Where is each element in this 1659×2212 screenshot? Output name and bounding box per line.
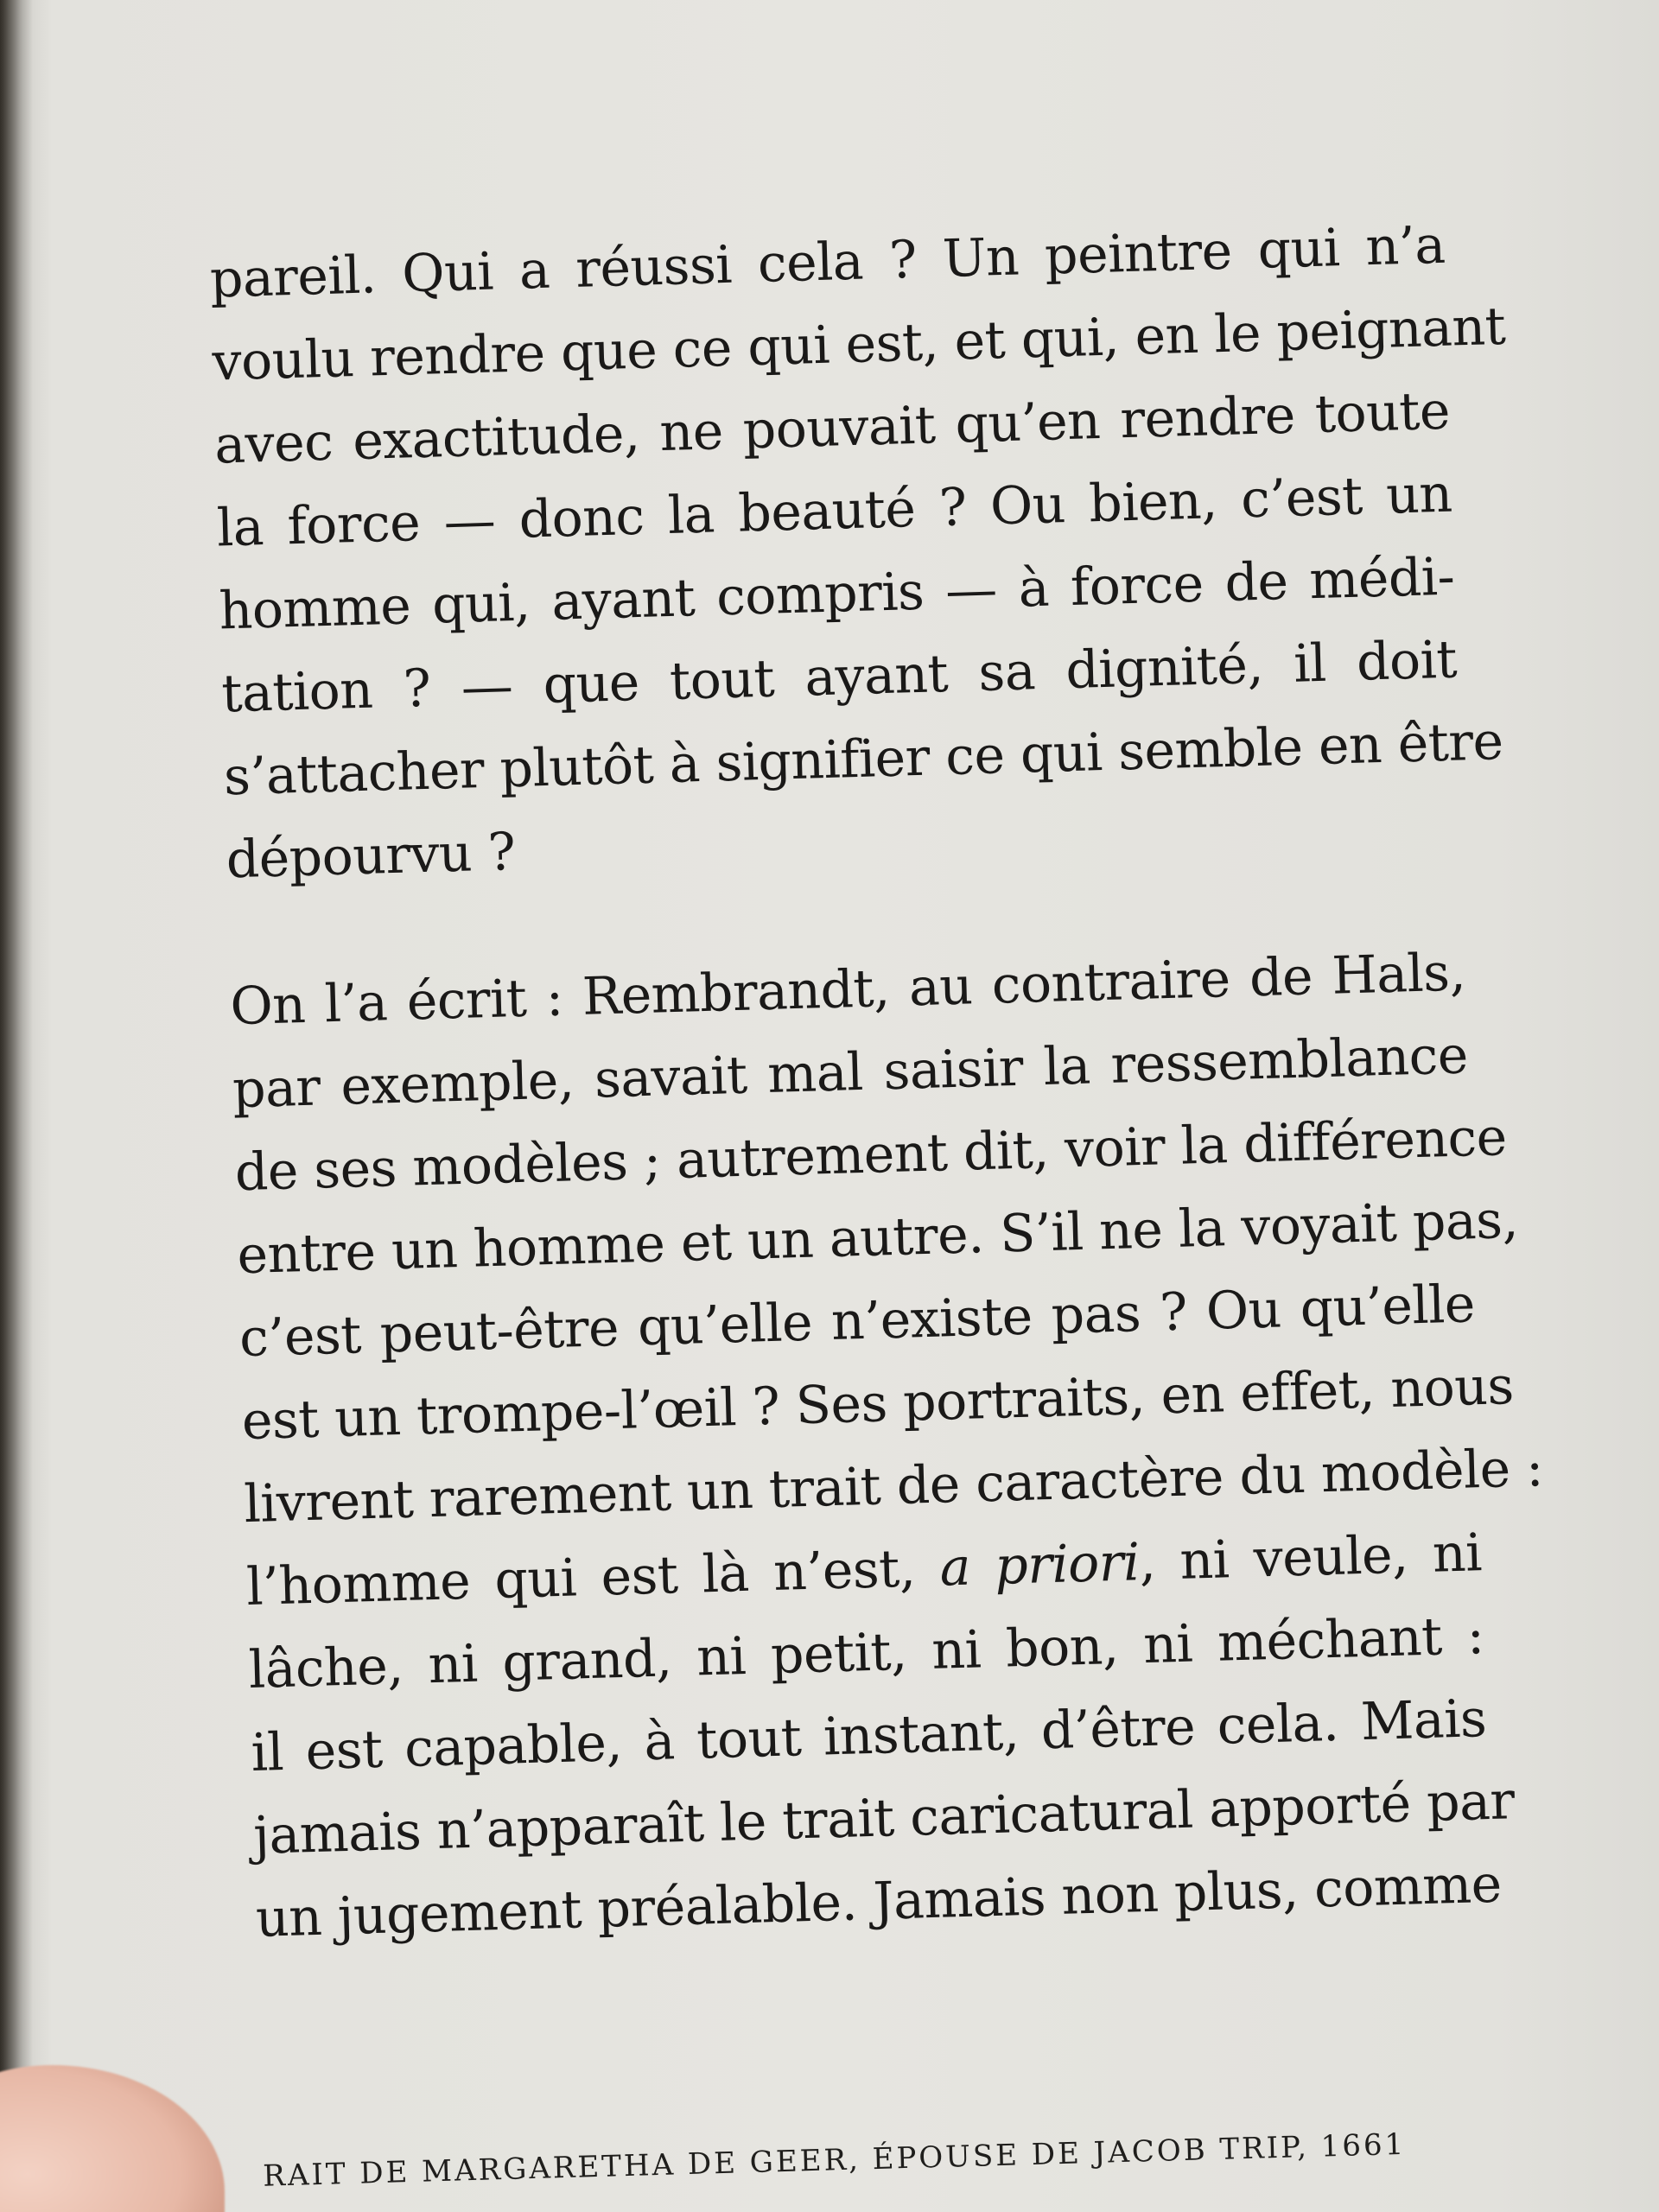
paragraph-line: c’est peut-être qu’elle n’existe pas ? Ou qu’elle [238, 1274, 1476, 1370]
paragraph-line: tation ? — que tout ayant sa dignité, il doit [220, 629, 1458, 725]
line-text-after: , ni veule, ni [1138, 1522, 1483, 1593]
line-text-before: l’homme qui est là n’est, [245, 1537, 941, 1618]
paragraph-line: un jugement préalable. Jamais non plus, comme [255, 1853, 1503, 1949]
paragraph-line: par exemple, savait mal saisir la ressemblance [232, 1025, 1469, 1121]
paragraph-line: On l’a écrit : Rembrandt, au contraire de Hals, [229, 942, 1466, 1038]
paragraph-line: il est capable, à tout instant, d’être cela. Mais [250, 1688, 1488, 1783]
paragraph-line: jamais n’apparaît le trait caricatural apporté par [252, 1770, 1516, 1866]
paragraph-line: s’attacher plutôt à signifier ce qui semble en être [223, 711, 1504, 808]
paragraph-line: entre un homme et un autre. S’il ne la voyait pas, [236, 1189, 1519, 1287]
paragraph-2 [229, 931, 1544, 1960]
paragraph-line: livrent rarement un trait de caractère du modèle : [243, 1438, 1544, 1535]
paragraph-line: voulu rendre que ce qui est, et qui, en le peignant [211, 296, 1507, 393]
paragraph-line: avec exactitude, ne pouvait qu’en rendre toute [213, 380, 1451, 476]
paragraph-1 [209, 204, 1507, 902]
paragraph-line: homme qui, ayant compris — à force de médi- [218, 546, 1456, 642]
paragraph-line: la force — donc la beauté ? Ou bien, c’est un [216, 463, 1453, 559]
italic-phrase: a priori [938, 1532, 1141, 1599]
paragraph-line: est un trompe-l’œil ? Ses portraits, en effet, nous [240, 1356, 1515, 1452]
paragraph-line: lâche, ni grand, ni petit, ni bon, ni méchant : [247, 1605, 1485, 1701]
paragraph-line: pareil. Qui a réussi cela ? Un peintre qui n’a [209, 214, 1446, 310]
paragraph-line: dépourvu ? [225, 822, 517, 891]
paragraph-line: de ses modèles ; autrement dit, voir la différence [233, 1107, 1508, 1204]
figure-caption: RAIT DE MARGARETHA DE GEER, ÉPOUSE DE JACOB TRIP, 1661 [262, 2126, 1407, 2194]
